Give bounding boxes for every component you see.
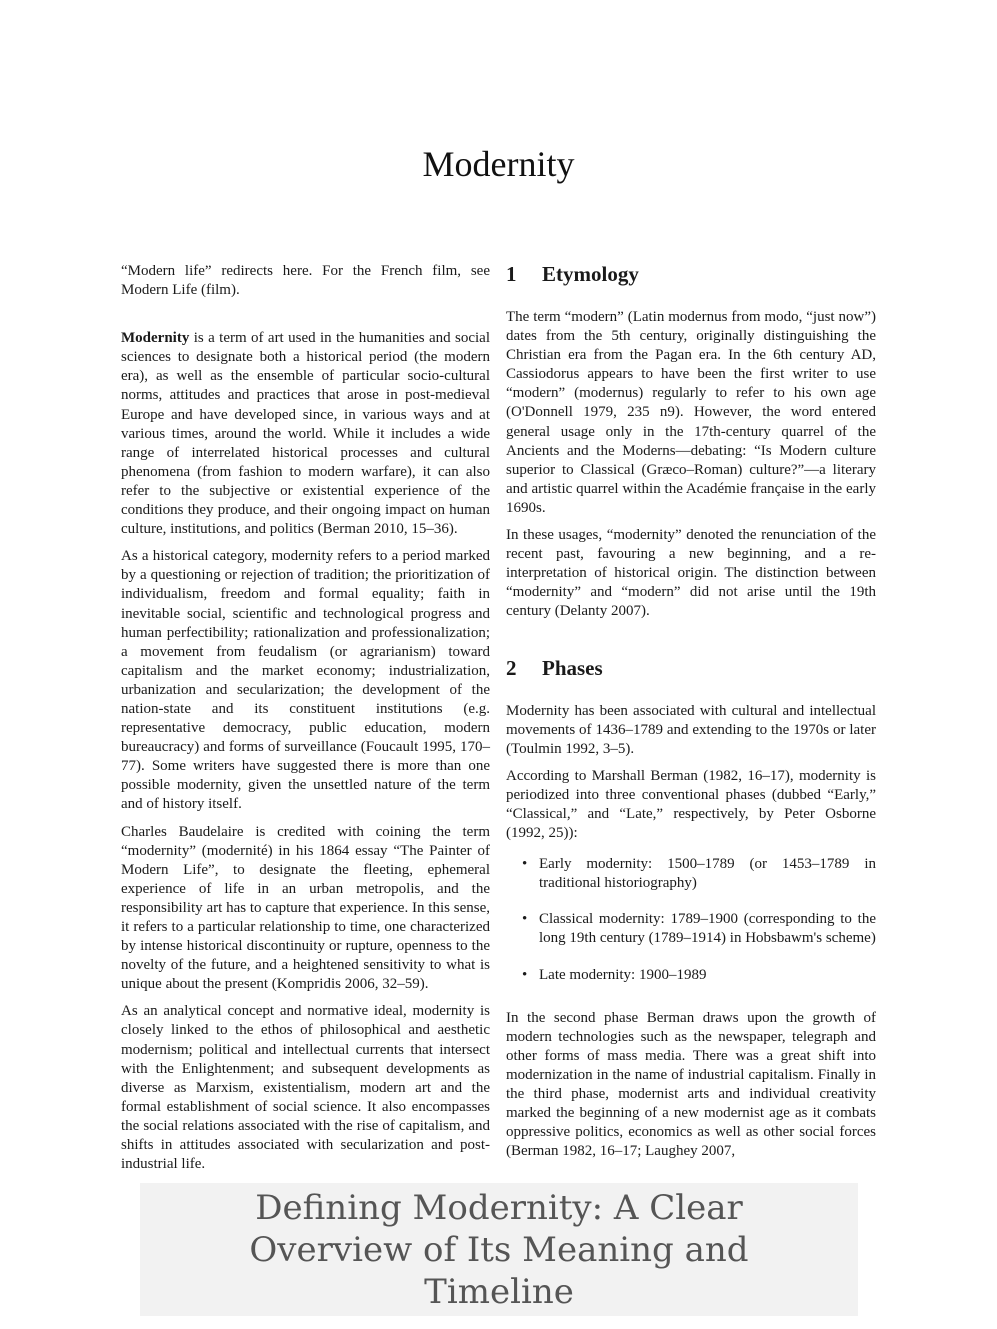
- etymology-paragraph-1: The term “modern” (Latin modernus from modo, “just now”) dates from the 5th century, originally distinguishing the Christian era from the Pagan era. In the 6th century AD, Cassiodorus appears to have been the first writer to use “modern” (modernus) regularly to refer to his own age (O'Donnell 1979, 235 n9). However, the word entered general usage only in the 17th-century quarrel of the Ancients and the Moderns—debating: “Is Modern culture superior to Classical (Græco–Roman) culture?”—a literary and artistic quarrel within the Académie française in the early 1690s.: [506, 309, 876, 516]
- hatnote: “Modern life” redirects here. For the French film, see Modern Life (film).: [121, 263, 490, 299]
- caption-text: Defining Modernity: A Clear Overview of Its Meaning and Timeline: [249, 1187, 749, 1312]
- intro-paragraph: [121, 329, 490, 539]
- list-item: • Classical modernity: 1789–1900 (corresponding to the long 19th century (1789–1914) in Hobsbawm's scheme): [506, 910, 876, 948]
- section-heading-phases: [506, 656, 876, 680]
- list-item: • Late modernity: 1900–1989: [506, 966, 876, 985]
- paragraph-historical-category: As a historical category, modernity refers to a period marked by a questioning or rejection of tradition; the prioritization of individualism, freedom and formal equality; faith in inevitable social, scientific and technological progress and human perfectibility; rationalization and professionalization; a movement from feudalism (or agrarianism) toward capitalism and the market economy; industrialization, urbanization and secularization; the development of the nation-state and its constituent institutions (e.g. representative democracy, public education, modern bureaucracy) and forms of surveillance (Foucault 1995, 170–77). Some writers have suggested there is more than one possible modernity, given the unsettled nature of the term and of history itself.: [121, 548, 490, 813]
- list-item: • Early modernity: 1500–1789 (or 1453–1789 in traditional historiography): [506, 855, 876, 893]
- page-title: Modernity: [422, 144, 575, 184]
- section-number: 2: [506, 655, 517, 680]
- section-number: 1: [506, 262, 517, 286]
- phases-list: [506, 855, 876, 984]
- right-column: [506, 262, 876, 1169]
- intro-text: is a term of art used in the humanities and social sciences to designate both a historical period (the modern era), as well as the ensemble of particular socio-cultural norms, attitudes and practices that arose in post-medieval Europe and have developed since, in various ways and at various times, around the world. While it includes a wide range of interrelated historical processes and cultural phenomena (from fashion to modern warfare), it can also refer to the subjective or existential experience of the conditions they produce, and their ongoing impact on human culture, institutions, and politics (Berman 2010, 15–36).: [121, 330, 490, 538]
- section-title: Etymology: [542, 262, 639, 286]
- caption-overlay: [140, 1183, 858, 1316]
- section-heading-etymology: [506, 262, 876, 286]
- etymology-paragraph-2: In these usages, “modernity” denoted the renunciation of the recent past, favouring a new beginning, and a re-interpretation of historical origin. The distinction between “modernity” and “modern” did not arise until the 19th century (Delanty 2007).: [506, 527, 876, 620]
- section-title: Phases: [542, 655, 603, 680]
- paragraph-analytical-concept: As an analytical concept and normative ideal, modernity is closely linked to the ethos of philosophical and aesthetic modernism; political and intellectual currents that intersect with the Enlightenment; and subsequent developments as diverse as Marxism, existentialism, modern art and the formal establishment of social science. It also encompasses the social relations associated with the rise of capitalism, and shifts in attitudes associated with secularization and post-industrial life.: [121, 1003, 490, 1173]
- phases-paragraph-3: In the second phase Berman draws upon the growth of modern technologies such as the newspaper, telegraph and other forms of mass media. There was a great shift into modernization in the name of industrial capitalism. Finally in the third phase, modernist arts and individual creativity marked the beginning of a new modernist age as it combats oppressive politics, economics as well as other social forces (Berman 1982, 16–17; Laughey 2007,: [506, 1009, 876, 1160]
- paragraph-baudelaire: Charles Baudelaire is credited with coining the term “modernity” (modernité) in his 1864 essay “The Painter of Modern Life”, to designate the fleeting, ephemeral experience of life in an urban metropolis, and the responsibility art has to capture that experience. In this sense, it refers to a particular relationship to time, one characterized by intense historical discontinuity or rupture, openness to the novelty of the future, and a heightened sensitivity to what is unique about the present (Kompridis 2006, 32–59).: [121, 823, 490, 993]
- left-column: [121, 262, 490, 1182]
- phases-paragraph-1: Modernity has been associated with cultural and intellectual movements of 1436–1789 and extending to the 1970s or later (Toulmin 1992, 3–5).: [506, 702, 876, 757]
- phases-paragraph-2: According to Marshall Berman (1982, 16–17), modernity is periodized into three conventional phases (dubbed “Early,” “Classical,” and “Late,” respectively, by Peter Osborne (1992, 25)):: [506, 767, 876, 842]
- intro-term: Modernity: [121, 330, 190, 347]
